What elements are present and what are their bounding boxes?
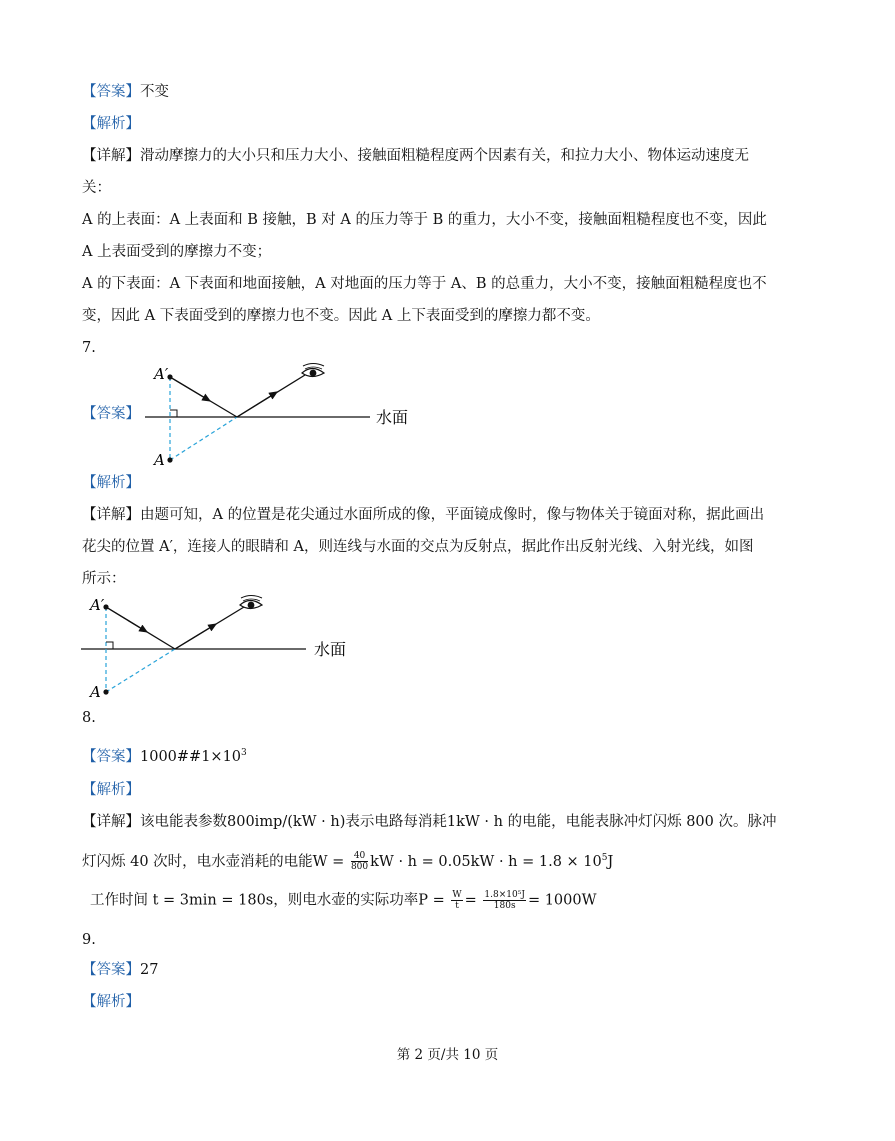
q6-detail-line-1 bbox=[82, 146, 749, 166]
answer-tag: 【答案】 bbox=[82, 84, 140, 100]
q6-detail-line-3: A 的上表面：A 上表面和 B 接触，B 对 A 的压力等于 B 的重力，大小不变，接触面粗糙程度也不变，因此 bbox=[82, 212, 767, 228]
energy-text: 灯闪烁 40 次时，电水壶消耗的电能W = bbox=[82, 853, 345, 870]
object-point bbox=[167, 457, 172, 462]
energy-exponent: 5 bbox=[601, 853, 608, 863]
q7-analysis-tag: 【解析】 bbox=[82, 475, 140, 491]
virtual-ray-dashed bbox=[170, 417, 237, 460]
detail-text: 由题可知，A 的位置是花尖通过水面所成的像，平面镜成像时，像与物体关于镜面对称，据此画出 bbox=[140, 507, 765, 523]
right-angle-mark bbox=[106, 642, 113, 649]
answer-tag: 【答案】 bbox=[82, 748, 140, 765]
label-water-surface: 水面 bbox=[376, 408, 409, 427]
detail-tag: 【详解】 bbox=[82, 148, 140, 164]
virtual-ray-dashed bbox=[106, 649, 175, 692]
power-text: 工作时间 t = 3min = 180s，则电水壶的实际功率P = bbox=[90, 892, 445, 909]
q8-detail-line-1 bbox=[82, 812, 776, 832]
reflected-arrow bbox=[175, 624, 216, 649]
fraction-denominator: 180s bbox=[493, 901, 516, 911]
q6-detail-line-6: 变，因此 A 下表面受到的摩擦力也不变。因此 A 上下表面受到的摩擦力都不变。 bbox=[82, 308, 600, 324]
answer-exponent: 3 bbox=[241, 748, 247, 758]
fraction-denominator: 800 bbox=[350, 862, 369, 873]
q8-answer-line bbox=[82, 743, 247, 767]
answer-text: 1000##1×10 bbox=[140, 748, 242, 765]
fraction-w-t bbox=[451, 890, 462, 911]
detail-text: 滑动摩擦力的大小只和压力大小、接触面粗糙程度两个因素有关，和拉力大小、物体运动速度无 bbox=[140, 148, 749, 164]
q7-answer-tag: 【答案】 bbox=[82, 406, 140, 422]
energy-result: kW · h = 0.05kW · h = 1.8 × 10 bbox=[370, 853, 602, 870]
fraction-numerator: 40 bbox=[351, 851, 368, 862]
energy-unit: J bbox=[607, 853, 614, 870]
q6-detail-line-4: A 上表面受到的摩擦力不变； bbox=[82, 244, 272, 260]
fraction-40-800 bbox=[351, 851, 368, 872]
detail-tag: 【详解】 bbox=[82, 814, 140, 830]
answer-text: 27 bbox=[140, 962, 159, 978]
label-a: A bbox=[90, 683, 101, 700]
q7-detail-line-3: 所示： bbox=[82, 571, 126, 587]
equals-sign: = bbox=[464, 892, 477, 909]
fraction-numerator: 1.8×10⁵J bbox=[484, 890, 525, 900]
power-result: = 1000W bbox=[527, 892, 597, 909]
label-water-surface: 水面 bbox=[314, 640, 347, 659]
q8-detail-line-2 bbox=[82, 848, 613, 872]
q6-analysis-tag: 【解析】 bbox=[82, 116, 140, 132]
q6-detail-line-2: 关： bbox=[82, 180, 111, 196]
fraction-energy-time bbox=[483, 890, 526, 911]
q7-detail-line-2: 花尖的位置 A′，连接人的眼睛和 A，则连线与水面的交点为反射点，据此作出反射光线、入射光线，如图 bbox=[82, 539, 754, 555]
page-footer: 第 2 页/共 10 页 bbox=[396, 1047, 499, 1063]
detail-text: 该电能表参数800imp/(kW · h)表示电路每消耗1kW · h 的电能，电能表脉冲灯闪烁 800 次。脉冲 bbox=[140, 814, 777, 830]
reflection-diagram-answer bbox=[140, 360, 430, 470]
q7-number: 7. bbox=[82, 340, 96, 356]
q9-answer-line bbox=[82, 960, 158, 980]
label-a-prime: A′ bbox=[154, 365, 169, 383]
detail-tag: 【详解】 bbox=[82, 507, 140, 523]
answer-text: 不变 bbox=[140, 84, 169, 100]
eye-icon bbox=[240, 596, 262, 609]
q8-analysis-tag: 【解析】 bbox=[82, 782, 140, 798]
object-point bbox=[103, 689, 108, 694]
fraction-numerator: W bbox=[452, 890, 462, 900]
fraction-denominator: t bbox=[455, 901, 459, 911]
q8-number: 8. bbox=[82, 710, 96, 726]
right-angle-mark bbox=[170, 410, 177, 417]
incident-arrow bbox=[106, 607, 147, 632]
q7-detail-line-1 bbox=[82, 505, 764, 525]
q6-detail-line-5: A 的下表面：A 下表面和地面接触，A 对地面的压力等于 A、B 的总重力，大小不变，接触面粗糙程度也不 bbox=[82, 276, 767, 292]
label-a-prime: A′ bbox=[90, 596, 105, 614]
label-a: A bbox=[154, 451, 165, 469]
q6-answer-line bbox=[82, 82, 169, 102]
reflected-arrow bbox=[237, 392, 277, 417]
answer-tag: 【答案】 bbox=[82, 962, 140, 978]
reflection-diagram-analysis bbox=[78, 590, 378, 700]
q8-detail-line-3 bbox=[90, 890, 597, 911]
q9-analysis-tag: 【解析】 bbox=[82, 994, 140, 1010]
incident-arrow bbox=[170, 377, 210, 401]
eye-icon bbox=[302, 364, 324, 377]
q9-number: 9. bbox=[82, 932, 96, 948]
